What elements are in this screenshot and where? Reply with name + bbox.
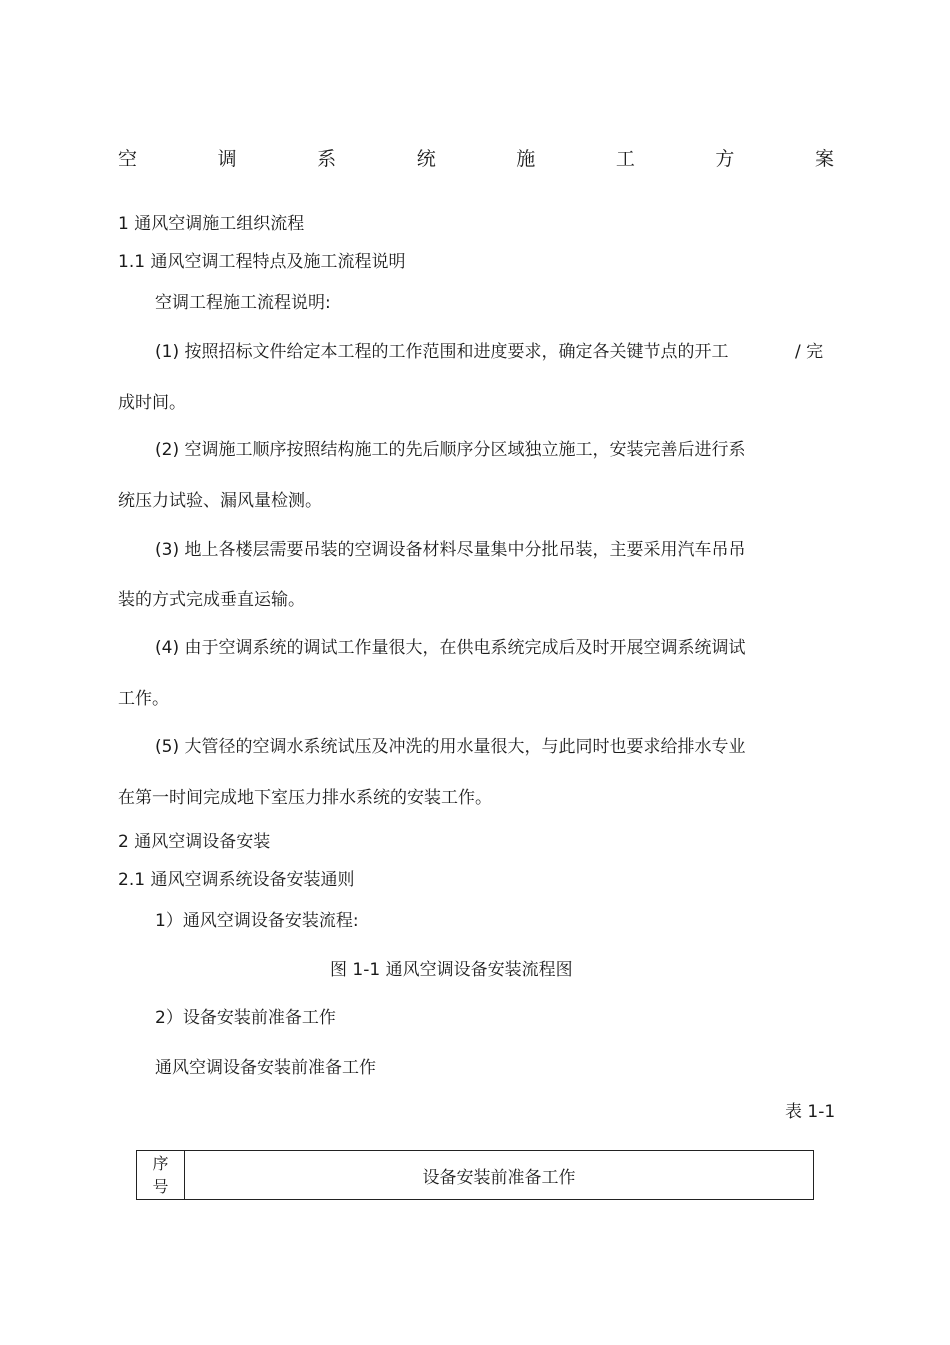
title-char: 施 bbox=[516, 148, 536, 170]
paragraph-1-tail: / 完 bbox=[795, 342, 824, 362]
paragraph-2-line-1: (2) 空调施工顺序按照结构施工的先后顺序分区域独立施工，安装完善后进行系 bbox=[155, 440, 746, 460]
document-title bbox=[118, 147, 834, 171]
intro-text: 空调工程施工流程说明: bbox=[155, 293, 331, 313]
table-header-index-line-1: 序 bbox=[152, 1154, 169, 1173]
title-char: 统 bbox=[416, 148, 436, 170]
list-item-1: 1）通风空调设备安装流程: bbox=[155, 911, 359, 931]
title-char: 系 bbox=[317, 148, 337, 170]
paragraph-3-line-1: (3) 地上各楼层需要吊装的空调设备材料尽量集中分批吊装，主要采用汽车吊吊 bbox=[155, 540, 746, 560]
heading-1: 1 通风空调施工组织流程 bbox=[118, 214, 305, 234]
paragraph-4-line-1: (4) 由于空调系统的调试工作量很大，在供电系统完成后及时开展空调系统调试 bbox=[155, 638, 746, 658]
paragraph-5-line-2: 在第一时间完成地下室压力排水系统的安装工作。 bbox=[118, 788, 492, 808]
heading-2: 2 通风空调设备安装 bbox=[118, 832, 271, 852]
title-char: 案 bbox=[814, 148, 834, 170]
table-number: 表 1-1 bbox=[785, 1102, 836, 1122]
paragraph-2-line-2: 统压力试验、漏风量检测。 bbox=[118, 491, 322, 511]
paragraph-4-line-2: 工作。 bbox=[118, 689, 169, 709]
paragraph-1-line-2: 成时间。 bbox=[118, 393, 186, 413]
heading-2-1: 2.1 通风空调系统设备安装通则 bbox=[118, 870, 355, 890]
title-char: 调 bbox=[217, 148, 237, 170]
table-header-index-line-2: 号 bbox=[152, 1177, 169, 1196]
table-header-index bbox=[137, 1151, 185, 1199]
table-header-content: 设备安装前准备工作 bbox=[422, 1167, 576, 1188]
title-char: 方 bbox=[715, 148, 735, 170]
title-char: 工 bbox=[615, 148, 635, 170]
heading-1-1: 1.1 通风空调工程特点及施工流程说明 bbox=[118, 252, 406, 272]
paragraph-3-line-2: 装的方式完成垂直运输。 bbox=[118, 590, 305, 610]
list-item-2: 2）设备安装前准备工作 bbox=[155, 1008, 336, 1028]
table-title: 通风空调设备安装前准备工作 bbox=[155, 1058, 376, 1078]
paragraph-1-line-1: (1) 按照招标文件给定本工程的工作范围和进度要求，确定各关键节点的开工 bbox=[155, 342, 729, 362]
preparation-table bbox=[136, 1150, 814, 1200]
paragraph-5-line-1: (5) 大管径的空调水系统试压及冲洗的用水量很大，与此同时也要求给排水专业 bbox=[155, 737, 746, 757]
figure-caption: 图 1-1 通风空调设备安装流程图 bbox=[330, 960, 573, 980]
title-char: 空 bbox=[118, 148, 138, 170]
